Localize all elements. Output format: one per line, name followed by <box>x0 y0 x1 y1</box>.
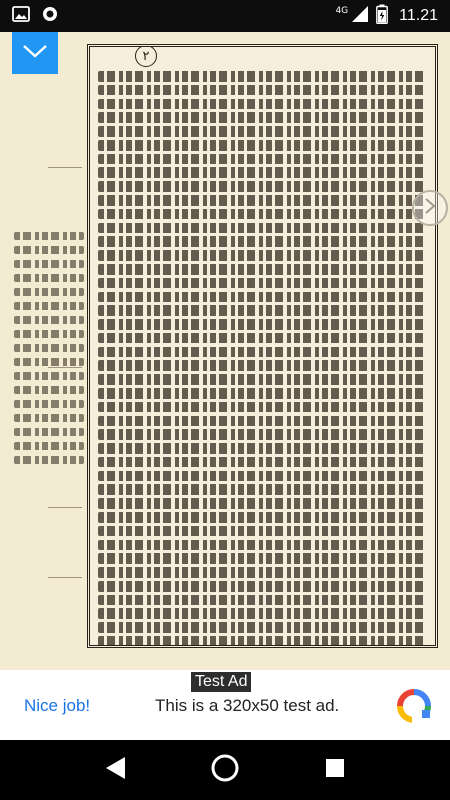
margin-mark <box>48 572 82 578</box>
ad-logo-icon[interactable] <box>396 688 432 724</box>
navigation-bar <box>0 740 450 800</box>
scroll-handle[interactable] <box>412 190 448 226</box>
ad-text: This is a 320x50 test ad. <box>155 696 340 715</box>
battery-icon <box>376 4 388 28</box>
margin-mark <box>48 502 82 508</box>
chevron-down-icon <box>22 43 48 63</box>
page-viewer[interactable] <box>0 32 450 670</box>
signal-icon <box>351 5 369 27</box>
image-icon <box>12 6 30 26</box>
status-time: 11.21 <box>399 7 438 24</box>
chevron-right-icon <box>423 197 437 219</box>
margin-annotation <box>14 232 84 470</box>
circle-icon <box>42 6 58 26</box>
page-number: ٢ <box>135 45 157 67</box>
manuscript-page <box>87 44 438 648</box>
network-type: 4G <box>335 6 349 16</box>
margin-mark <box>48 162 82 168</box>
recents-square-icon <box>324 757 346 783</box>
home-button[interactable] <box>200 745 250 795</box>
ad-label: Test Ad <box>191 672 251 692</box>
menu-toggle-button[interactable] <box>12 32 58 74</box>
ad-banner[interactable] <box>0 670 450 740</box>
back-triangle-icon <box>103 755 127 785</box>
ad-cta-link[interactable]: Nice job! <box>24 696 91 715</box>
recents-button[interactable] <box>310 745 360 795</box>
home-circle-icon <box>210 753 240 787</box>
margin-mark <box>48 362 82 368</box>
manuscript-text <box>98 71 427 639</box>
status-bar <box>0 0 450 32</box>
back-button[interactable] <box>90 745 140 795</box>
